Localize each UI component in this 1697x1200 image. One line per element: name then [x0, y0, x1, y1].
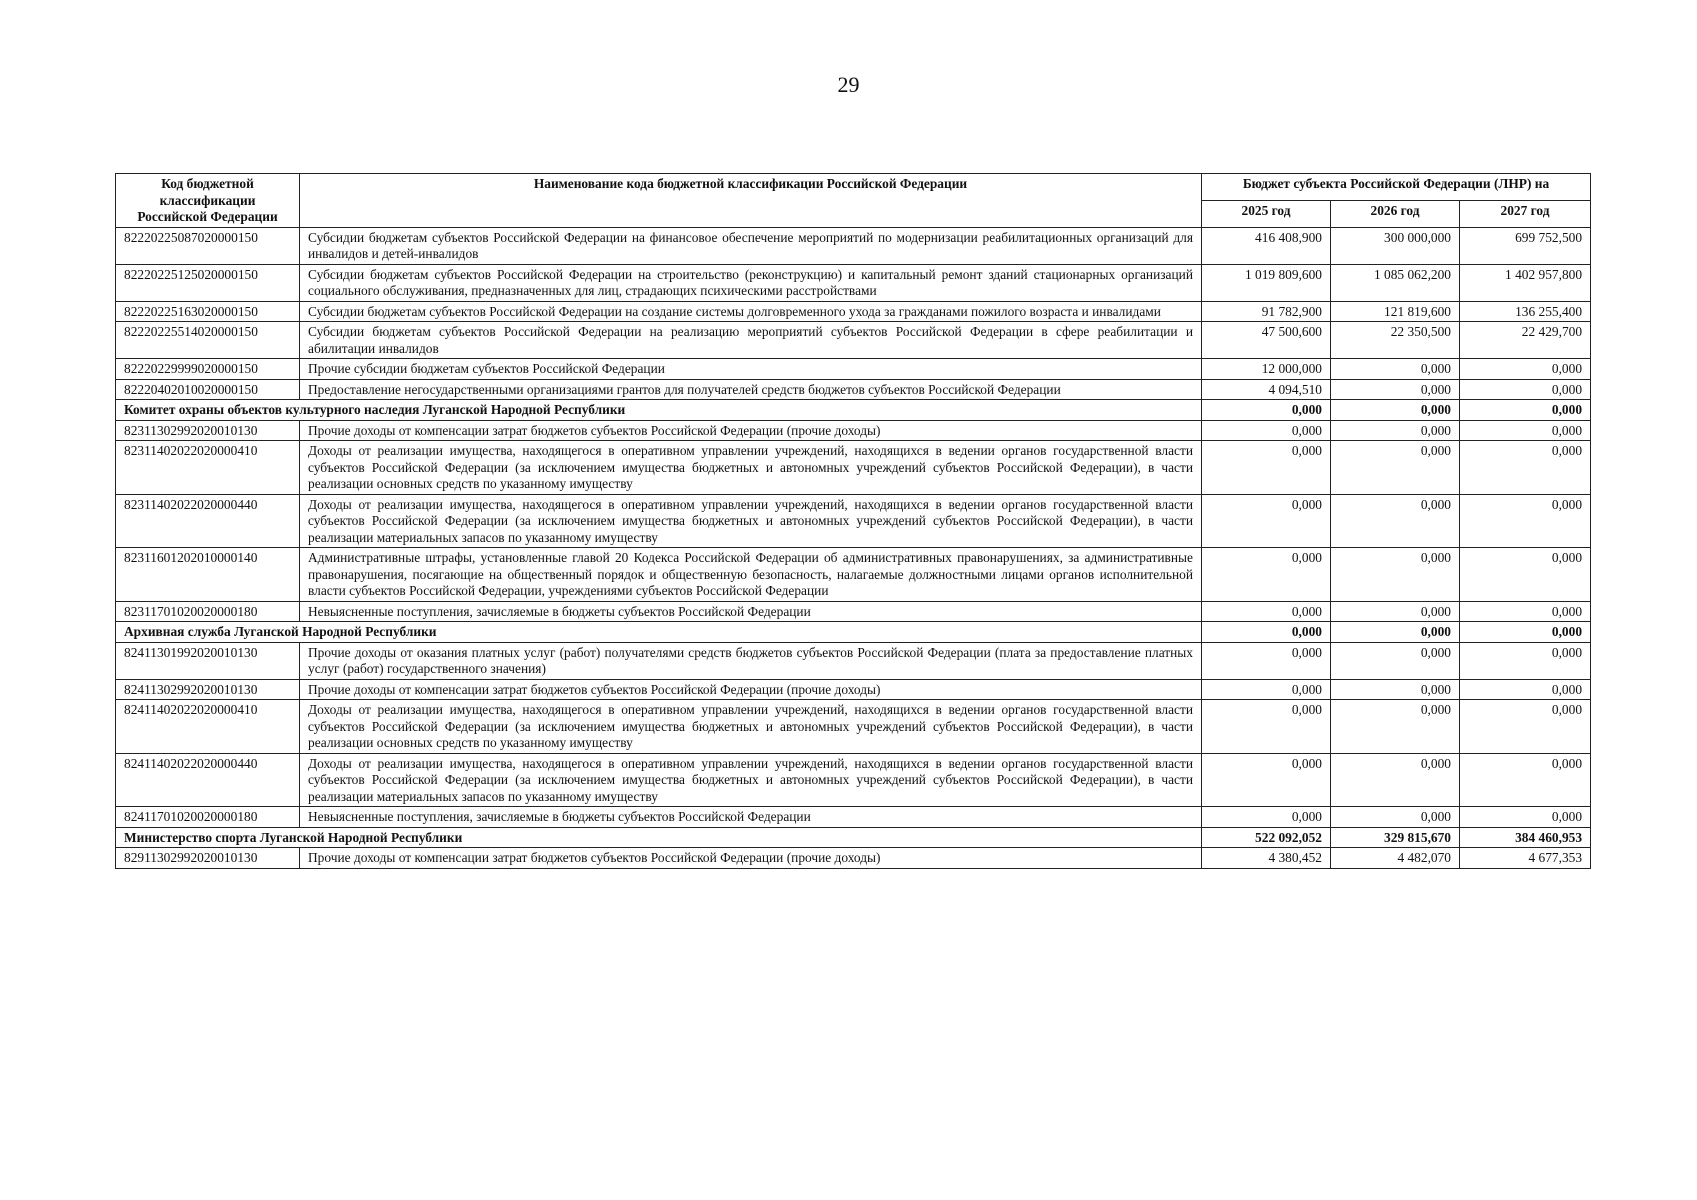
section-title: Комитет охраны объектов культурного наследия Луганской Народной Республики	[116, 400, 1202, 421]
amount-2025: 0,000	[1202, 441, 1331, 495]
amount-2025: 0,000	[1202, 753, 1331, 807]
kbk-name: Доходы от реализации имущества, находящегося в оперативном управлении учреждений, находящихся в ведении органов государственной власти субъектов Российской Федерации (за исключением имущества бюджетных и автономных учреждений субъектов Российской Федерации), в части реализации основных средств по указанному имуществу	[300, 441, 1202, 495]
amount-2027: 136 255,400	[1460, 301, 1591, 322]
amount-2027: 0,000	[1460, 601, 1591, 622]
amount-2026: 0,000	[1331, 700, 1460, 754]
table-row	[116, 642, 1591, 679]
amount-2025: 0,000	[1202, 420, 1331, 441]
amount-2026: 0,000	[1331, 679, 1460, 700]
kbk-code: 82220225087020000150	[116, 227, 300, 264]
amount-2025: 0,000	[1202, 679, 1331, 700]
table-row	[116, 441, 1591, 495]
kbk-name: Административные штрафы, установленные главой 20 Кодекса Российской Федерации об административных правонарушениях, за административные правонарушения, посягающие на общественный порядок и общественную безопасность, налагаемые должностными лицами органов исполнительной власти субъектов Российской Федерации, учреждениями субъектов Российской Федерации	[300, 548, 1202, 602]
section-row	[116, 400, 1591, 421]
amount-2025: 12 000,000	[1202, 359, 1331, 380]
amount-2027: 22 429,700	[1460, 322, 1591, 359]
amount-2025: 91 782,900	[1202, 301, 1331, 322]
amount-2027: 0,000	[1460, 622, 1591, 643]
amount-2026: 121 819,600	[1331, 301, 1460, 322]
table-row	[116, 359, 1591, 380]
amount-2026: 1 085 062,200	[1331, 264, 1460, 301]
amount-2026: 0,000	[1331, 420, 1460, 441]
table-row	[116, 379, 1591, 400]
kbk-code: 82911302992020010130	[116, 848, 300, 869]
table-row	[116, 420, 1591, 441]
kbk-name: Субсидии бюджетам субъектов Российской Федерации на создание системы долговременного ухода за гражданами пожилого возраста и инвалидами	[300, 301, 1202, 322]
header-code: Код бюджетной классификации Российской Федерации	[116, 174, 300, 228]
amount-2027: 0,000	[1460, 379, 1591, 400]
page-number: 29	[837, 72, 860, 97]
amount-2026: 329 815,670	[1331, 827, 1460, 848]
amount-2025: 4 380,452	[1202, 848, 1331, 869]
kbk-code: 82411302992020010130	[116, 679, 300, 700]
section-title: Министерство спорта Луганской Народной Республики	[116, 827, 1202, 848]
kbk-code: 82220225163020000150	[116, 301, 300, 322]
amount-2026: 0,000	[1331, 601, 1460, 622]
amount-2027: 0,000	[1460, 400, 1591, 421]
kbk-code: 82311402022020000440	[116, 494, 300, 548]
section-title: Архивная служба Луганской Народной Республики	[116, 622, 1202, 643]
amount-2025: 0,000	[1202, 642, 1331, 679]
kbk-code: 82311701020020000180	[116, 601, 300, 622]
amount-2026: 0,000	[1331, 494, 1460, 548]
amount-2026: 0,000	[1331, 622, 1460, 643]
kbk-name: Прочие доходы от компенсации затрат бюджетов субъектов Российской Федерации (прочие доходы)	[300, 679, 1202, 700]
amount-2025: 0,000	[1202, 807, 1331, 828]
kbk-code: 82311601202010000140	[116, 548, 300, 602]
kbk-code: 82411701020020000180	[116, 807, 300, 828]
amount-2025: 47 500,600	[1202, 322, 1331, 359]
kbk-code: 82220225514020000150	[116, 322, 300, 359]
amount-2025: 0,000	[1202, 601, 1331, 622]
kbk-name: Невыясненные поступления, зачисляемые в бюджеты субъектов Российской Федерации	[300, 601, 1202, 622]
amount-2027: 0,000	[1460, 420, 1591, 441]
kbk-name: Прочие доходы от компенсации затрат бюджетов субъектов Российской Федерации (прочие доходы)	[300, 420, 1202, 441]
amount-2027: 699 752,500	[1460, 227, 1591, 264]
table-header-row	[116, 174, 1591, 201]
amount-2026: 300 000,000	[1331, 227, 1460, 264]
kbk-name: Прочие субсидии бюджетам субъектов Российской Федерации	[300, 359, 1202, 380]
amount-2027: 0,000	[1460, 642, 1591, 679]
amount-2026: 0,000	[1331, 379, 1460, 400]
kbk-code: 82220402010020000150	[116, 379, 300, 400]
amount-2027: 384 460,953	[1460, 827, 1591, 848]
header-year-2025: 2025 год	[1202, 200, 1331, 227]
table-row	[116, 601, 1591, 622]
table-row	[116, 494, 1591, 548]
kbk-code: 82220229999020000150	[116, 359, 300, 380]
kbk-name: Доходы от реализации имущества, находящегося в оперативном управлении учреждений, находящихся в ведении органов государственной власти субъектов Российской Федерации (за исключением имущества бюджетных и автономных учреждений субъектов Российской Федерации), в части реализации основных средств по указанному имуществу	[300, 700, 1202, 754]
amount-2027: 0,000	[1460, 548, 1591, 602]
table-row	[116, 807, 1591, 828]
kbk-name: Субсидии бюджетам субъектов Российской Федерации на строительство (реконструкцию) и капитальный ремонт зданий стационарных организаций социального обслуживания, предназначенных для лиц, страдающих психическими расстройствами	[300, 264, 1202, 301]
kbk-name: Прочие доходы от компенсации затрат бюджетов субъектов Российской Федерации (прочие доходы)	[300, 848, 1202, 869]
kbk-code: 82411402022020000440	[116, 753, 300, 807]
amount-2027: 0,000	[1460, 494, 1591, 548]
table-row	[116, 264, 1591, 301]
amount-2025: 4 094,510	[1202, 379, 1331, 400]
amount-2026: 22 350,500	[1331, 322, 1460, 359]
table-row	[116, 301, 1591, 322]
amount-2025: 0,000	[1202, 548, 1331, 602]
table-row	[116, 753, 1591, 807]
header-name: Наименование кода бюджетной классификации Российской Федерации	[300, 174, 1202, 228]
kbk-name: Доходы от реализации имущества, находящегося в оперативном управлении учреждений, находящихся в ведении органов государственной власти субъектов Российской Федерации (за исключением имущества бюджетных и автономных учреждений субъектов Российской Федерации), в части реализации материальных запасов по указанному имуществу	[300, 753, 1202, 807]
kbk-code: 82311402022020000410	[116, 441, 300, 495]
amount-2026: 4 482,070	[1331, 848, 1460, 869]
amount-2027: 0,000	[1460, 679, 1591, 700]
amount-2026: 0,000	[1331, 753, 1460, 807]
table-row	[116, 227, 1591, 264]
kbk-name: Предоставление негосударственными организациями грантов для получателей средств бюджетов субъектов Российской Федерации	[300, 379, 1202, 400]
kbk-name: Доходы от реализации имущества, находящегося в оперативном управлении учреждений, находящихся в ведении органов государственной власти субъектов Российской Федерации (за исключением имущества бюджетных и автономных учреждений субъектов Российской Федерации), в части реализации материальных запасов по указанному имуществу	[300, 494, 1202, 548]
amount-2026: 0,000	[1331, 807, 1460, 828]
amount-2027: 0,000	[1460, 441, 1591, 495]
section-row	[116, 622, 1591, 643]
kbk-name: Субсидии бюджетам субъектов Российской Федерации на реализацию мероприятий субъектов Российской Федерации в сфере реабилитации и абилитации инвалидов	[300, 322, 1202, 359]
table-row	[116, 848, 1591, 869]
amount-2027: 0,000	[1460, 807, 1591, 828]
kbk-name: Субсидии бюджетам субъектов Российской Федерации на финансовое обеспечение мероприятий по модернизации реабилитационных организаций для инвалидов и детей-инвалидов	[300, 227, 1202, 264]
kbk-code: 82411402022020000410	[116, 700, 300, 754]
kbk-name: Невыясненные поступления, зачисляемые в бюджеты субъектов Российской Федерации	[300, 807, 1202, 828]
amount-2025: 0,000	[1202, 494, 1331, 548]
kbk-code: 82411301992020010130	[116, 642, 300, 679]
amount-2025: 0,000	[1202, 622, 1331, 643]
amount-2027: 0,000	[1460, 700, 1591, 754]
amount-2025: 0,000	[1202, 700, 1331, 754]
kbk-code: 82311302992020010130	[116, 420, 300, 441]
table-row	[116, 548, 1591, 602]
table-row	[116, 679, 1591, 700]
amount-2026: 0,000	[1331, 441, 1460, 495]
header-budget: Бюджет субъекта Российской Федерации (ЛНР) на	[1202, 174, 1591, 201]
amount-2027: 0,000	[1460, 359, 1591, 380]
table-row	[116, 322, 1591, 359]
table-row	[116, 700, 1591, 754]
header-year-2026: 2026 год	[1331, 200, 1460, 227]
section-row	[116, 827, 1591, 848]
amount-2025: 522 092,052	[1202, 827, 1331, 848]
header-year-2027: 2027 год	[1460, 200, 1591, 227]
kbk-name: Прочие доходы от оказания платных услуг (работ) получателями средств бюджетов субъектов Российской Федерации (плата за предоставление платных услуг (работ) государственного значения)	[300, 642, 1202, 679]
amount-2027: 1 402 957,800	[1460, 264, 1591, 301]
amount-2027: 0,000	[1460, 753, 1591, 807]
kbk-code: 82220225125020000150	[116, 264, 300, 301]
amount-2025: 1 019 809,600	[1202, 264, 1331, 301]
amount-2026: 0,000	[1331, 642, 1460, 679]
table-body	[116, 227, 1591, 868]
amount-2026: 0,000	[1331, 400, 1460, 421]
amount-2025: 416 408,900	[1202, 227, 1331, 264]
amount-2025: 0,000	[1202, 400, 1331, 421]
amount-2026: 0,000	[1331, 548, 1460, 602]
budget-table	[115, 173, 1591, 869]
amount-2026: 0,000	[1331, 359, 1460, 380]
amount-2027: 4 677,353	[1460, 848, 1591, 869]
